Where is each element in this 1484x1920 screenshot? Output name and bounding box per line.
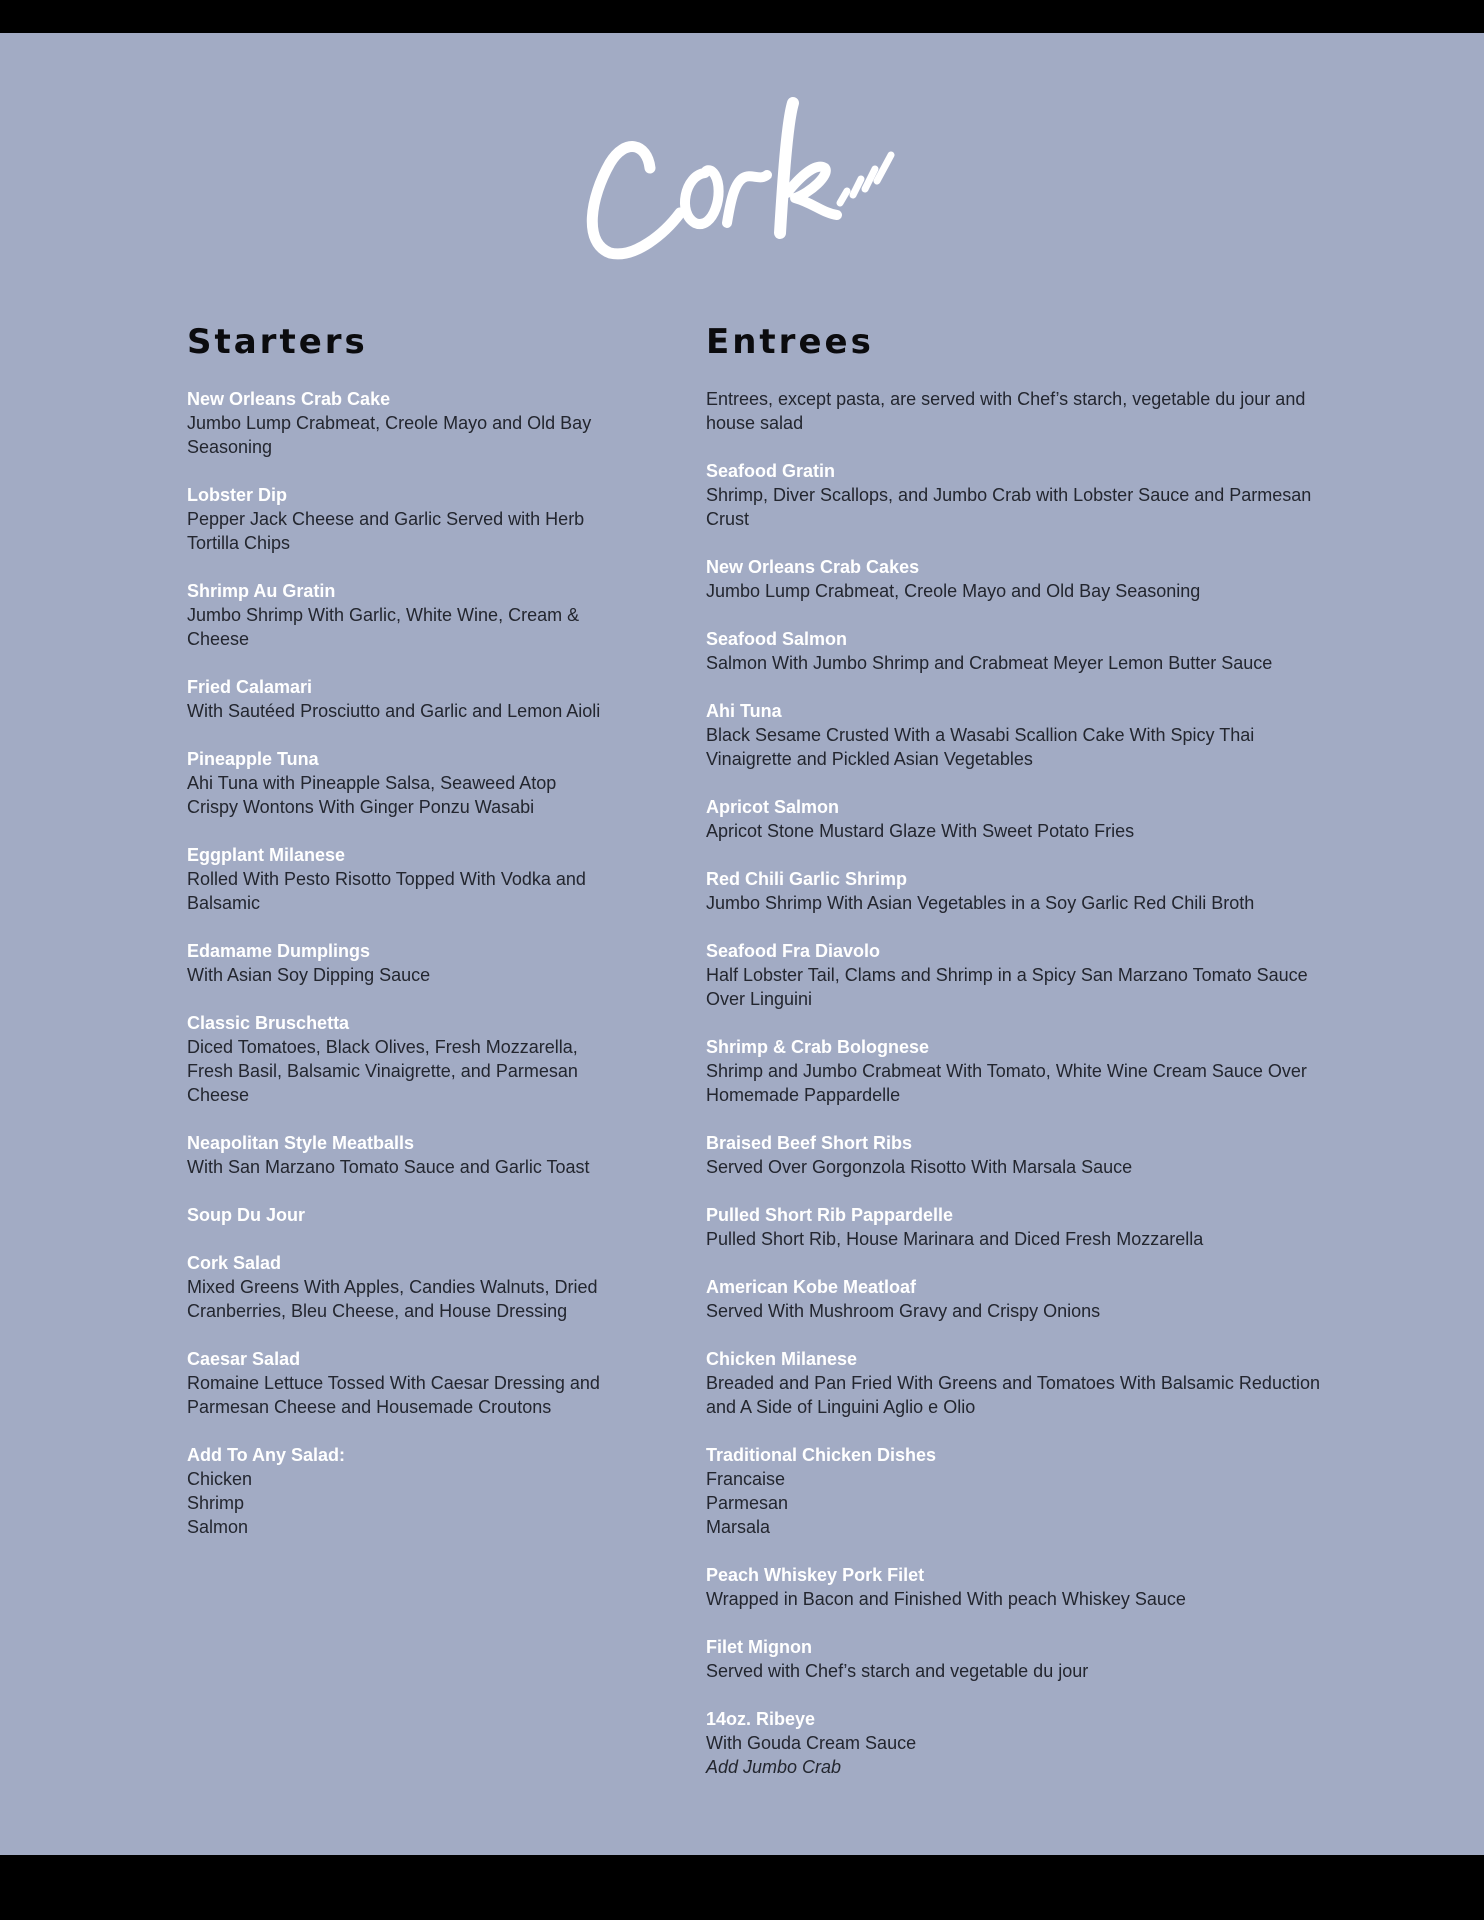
item-name: Chicken Milanese (706, 1349, 858, 1369)
starters-title: Starters (187, 322, 368, 362)
menu-item (706, 795, 1326, 843)
item-description: Apricot Stone Mustard Glaze With Sweet Potato Fries (706, 821, 1135, 841)
menu-item (187, 483, 607, 555)
item-description: Pepper Jack Cheese and Garlic Served with Herb Tortilla Chips (187, 509, 585, 553)
item-name: Seafood Gratin (706, 461, 836, 481)
item-description: Jumbo Shrimp With Asian Vegetables in a Soy Garlic Red Chili Broth (706, 893, 1255, 913)
menu-item (187, 1347, 607, 1419)
add-on-option: Salmon (187, 1517, 249, 1537)
item-name: New Orleans Crab Cake (187, 389, 391, 409)
entrees-intro: Entrees, except pasta, are served with Chef’s starch, vegetable du jour and house salad (706, 389, 1306, 433)
item-description: Jumbo Lump Crabmeat, Creole Mayo and Old Bay Seasoning (187, 413, 592, 457)
item-name: Cork Salad (187, 1253, 282, 1273)
item-description: Mixed Greens With Apples, Candies Walnuts, Dried Cranberries, Bleu Cheese, and House Dressing (187, 1277, 598, 1321)
item-name: New Orleans Crab Cakes (706, 557, 920, 577)
menu-item (187, 1251, 607, 1323)
menu-item (706, 1707, 1326, 1779)
item-description: Diced Tomatoes, Black Olives, Fresh Mozzarella, Fresh Basil, Balsamic Vinaigrette, and Parmesan Cheese (187, 1037, 578, 1105)
menu-item (187, 1203, 607, 1227)
item-description: Served with Chef’s starch and vegetable du jour (706, 1661, 1089, 1681)
menu-item (706, 699, 1326, 771)
item-description: With San Marzano Tomato Sauce and Garlic Toast (187, 1157, 590, 1177)
item-description: Black Sesame Crusted With a Wasabi Scallion Cake With Spicy Thai Vinaigrette and Pickled Asian Vegetables (706, 725, 1255, 769)
menu-item (706, 1035, 1326, 1107)
item-name: Add To Any Salad: (187, 1445, 346, 1465)
item-name: Neapolitan Style Meatballs (187, 1133, 415, 1153)
item-name: Eggplant Milanese (187, 845, 346, 865)
menu-item (706, 1347, 1326, 1419)
item-description: Shrimp and Jumbo Crabmeat With Tomato, White Wine Cream Sauce Over Homemade Pappardelle (706, 1061, 1307, 1105)
add-on-option: Shrimp (187, 1493, 245, 1513)
cork-script-logo-icon (555, 63, 935, 263)
item-name: Caesar Salad (187, 1349, 301, 1369)
item-name: Pineapple Tuna (187, 749, 319, 769)
item-description: Served With Mushroom Gravy and Crispy Onions (706, 1301, 1101, 1321)
item-description: Romaine Lettuce Tossed With Caesar Dressing and Parmesan Cheese and Housemade Croutons (187, 1373, 600, 1417)
chicken-option: Francaise (706, 1469, 786, 1489)
item-name: Ahi Tuna (706, 701, 782, 721)
menu-item (706, 867, 1326, 915)
item-name: Red Chili Garlic Shrimp (706, 869, 908, 889)
item-name: 14oz. Ribeye (706, 1709, 816, 1729)
item-description: Jumbo Lump Crabmeat, Creole Mayo and Old Bay Seasoning (706, 581, 1201, 601)
menu-item (187, 1011, 607, 1107)
entrees-title: Entrees (706, 322, 874, 362)
menu-item (187, 939, 607, 987)
item-name: Braised Beef Short Ribs (706, 1133, 913, 1153)
item-name: Seafood Fra Diavolo (706, 941, 881, 961)
item-description: With Sautéed Prosciutto and Garlic and Lemon Aioli (187, 701, 601, 721)
menu-item (187, 579, 607, 651)
chicken-option: Parmesan (706, 1493, 789, 1513)
item-name: American Kobe Meatloaf (706, 1277, 917, 1297)
menu-item (706, 1203, 1326, 1251)
menu-item (706, 1443, 1326, 1539)
item-description: Half Lobster Tail, Clams and Shrimp in a Spicy San Marzano Tomato Sauce Over Linguini (706, 965, 1308, 1009)
item-name: Classic Bruschetta (187, 1013, 350, 1033)
item-description: With Gouda Cream Sauce (706, 1733, 917, 1753)
salad-add-on (187, 1443, 607, 1539)
entrees-column (706, 322, 1326, 1803)
item-name: Shrimp & Crab Bolognese (706, 1037, 930, 1057)
item-name: Traditional Chicken Dishes (706, 1445, 937, 1465)
item-description: Shrimp, Diver Scallops, and Jumbo Crab with Lobster Sauce and Parmesan Crust (706, 485, 1312, 529)
menu-item (706, 1563, 1326, 1611)
menu-item (187, 675, 607, 723)
menu-item (706, 1131, 1326, 1179)
add-on-option: Chicken (187, 1469, 253, 1489)
starters-column (187, 322, 607, 1563)
item-description: Jumbo Shrimp With Garlic, White Wine, Cream & Cheese (187, 605, 580, 649)
item-description: Wrapped in Bacon and Finished With peach Whiskey Sauce (706, 1589, 1186, 1609)
item-name: Peach Whiskey Pork Filet (706, 1565, 925, 1585)
menu-item (706, 627, 1326, 675)
item-description: Rolled With Pesto Risotto Topped With Vodka and Balsamic (187, 869, 586, 913)
item-name: Lobster Dip (187, 485, 288, 505)
item-name: Seafood Salmon (706, 629, 848, 649)
chicken-option: Marsala (706, 1517, 771, 1537)
item-name: Shrimp Au Gratin (187, 581, 336, 601)
item-name: Fried Calamari (187, 677, 313, 697)
item-name: Edamame Dumplings (187, 941, 371, 961)
item-description: Pulled Short Rib, House Marinara and Diced Fresh Mozzarella (706, 1229, 1204, 1249)
menu-item (187, 387, 607, 459)
cork-logo (555, 63, 935, 263)
menu-page (0, 33, 1484, 1855)
item-add-on-note: Add Jumbo Crab (706, 1757, 842, 1777)
menu-item (706, 1275, 1326, 1323)
item-name: Filet Mignon (706, 1637, 812, 1657)
item-name: Apricot Salmon (706, 797, 840, 817)
menu-item (706, 1635, 1326, 1683)
item-description: Served Over Gorgonzola Risotto With Marsala Sauce (706, 1157, 1133, 1177)
menu-item (187, 843, 607, 915)
menu-item (706, 459, 1326, 531)
menu-item (187, 1131, 607, 1179)
item-description: With Asian Soy Dipping Sauce (187, 965, 431, 985)
menu-item (706, 939, 1326, 1011)
item-name: Pulled Short Rib Pappardelle (706, 1205, 954, 1225)
item-name: Soup Du Jour (187, 1205, 305, 1225)
menu-item (706, 555, 1326, 603)
item-description: Salmon With Jumbo Shrimp and Crabmeat Meyer Lemon Butter Sauce (706, 653, 1273, 673)
menu-item (187, 747, 607, 819)
item-description: Ahi Tuna with Pineapple Salsa, Seaweed Atop Crispy Wontons With Ginger Ponzu Wasabi (187, 773, 557, 817)
item-description: Breaded and Pan Fried With Greens and Tomatoes With Balsamic Reduction and A Side of Linguini Aglio e Olio (706, 1373, 1320, 1417)
